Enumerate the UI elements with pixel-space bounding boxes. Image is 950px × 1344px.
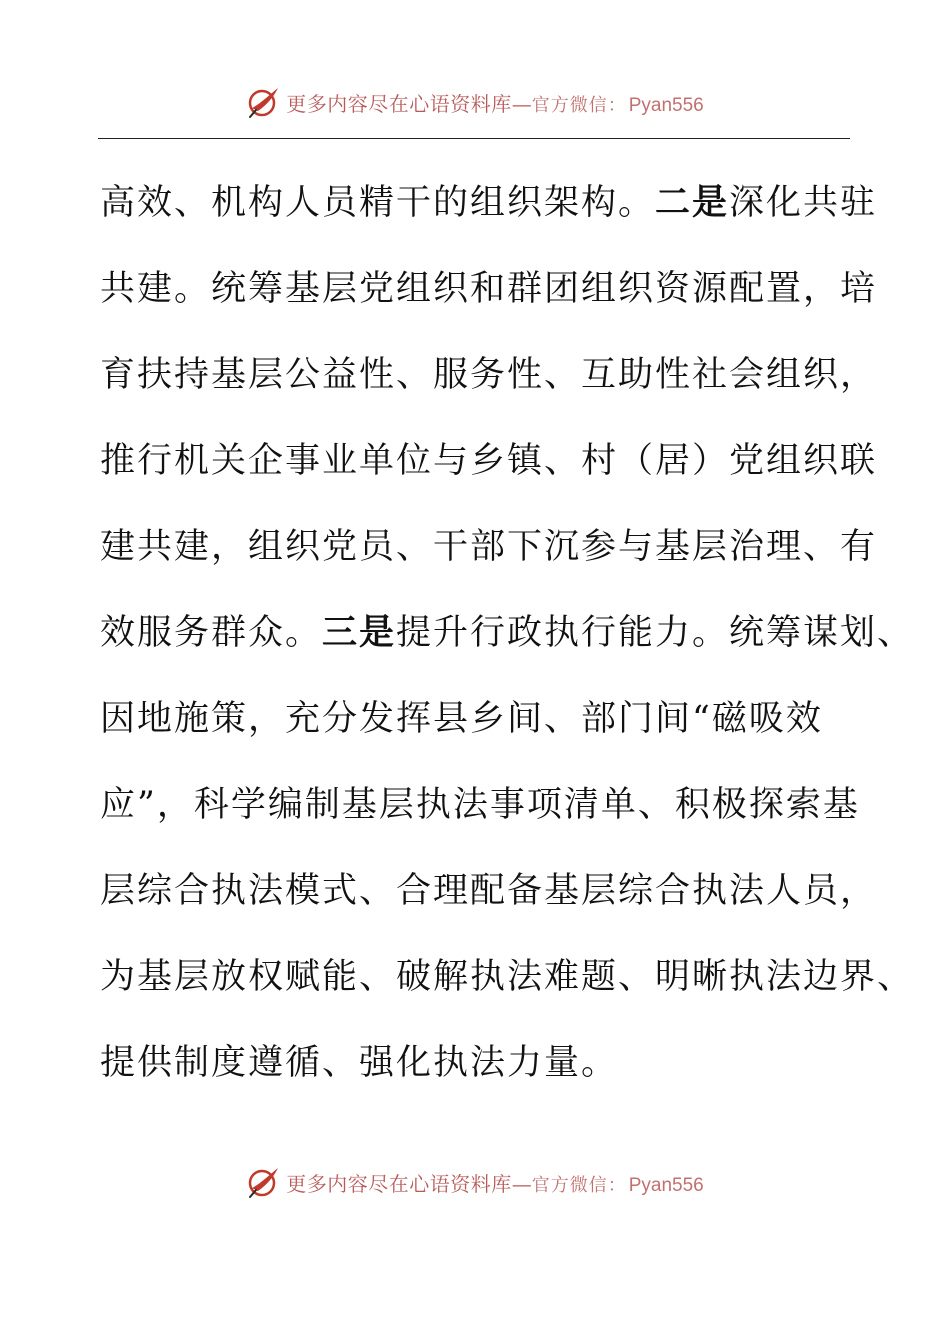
text-line-6: 效服务群众。三是提升行政执行能力。统筹谋划、 — [100, 613, 915, 653]
text-line-5: 建共建，组织党员、干部下沉参与基层治理、有 — [100, 527, 878, 567]
footer-banner-wechat-id: Pyan556 — [628, 1174, 704, 1196]
text-line-2: 共建。统筹基层党组织和群团组织资源配置，培 — [100, 269, 878, 309]
footer-banner-title: 更多内容尽在心语资料库 — [286, 1171, 512, 1196]
text-line-10: 为基层放权赋能、破解执法难题、明晰执法边界、 — [100, 957, 915, 997]
header-banner-wechat-id: Pyan556 — [628, 94, 704, 116]
header-banner-wechat-label: 官方微信： — [531, 94, 627, 116]
header-banner — [0, 82, 950, 122]
text-line-3: 育扶持基层公益性、服务性、互助性社会组织， — [100, 355, 878, 395]
header-banner-title: 更多内容尽在心语资料库 — [286, 91, 512, 116]
text-line-9: 层综合执法模式、合理配备基层综合执法人员， — [100, 871, 878, 911]
footer-banner-wechat-label: 官方微信： — [531, 1174, 627, 1196]
text-line-11: 提供制度遵循、强化执法力量。 — [100, 1043, 619, 1083]
footer-banner-dash: — — [511, 1171, 532, 1196]
text-line-7: 因地施策，充分发挥县乡间、部门间“磁吸效 — [100, 699, 823, 739]
footer-banner — [0, 1162, 950, 1202]
header-divider — [98, 138, 850, 139]
quill-logo-icon — [246, 84, 282, 120]
text-line-4: 推行机关企事业单位与乡镇、村（居）党组织联 — [100, 441, 878, 481]
quill-logo-icon — [246, 1164, 282, 1200]
text-line-1: 高效、机构人员精干的组织架构。二是深化共驻 — [100, 183, 878, 223]
header-banner-dash: — — [511, 91, 532, 116]
text-line-8: 应”，科学编制基层执法事项清单、积极探索基 — [100, 785, 860, 825]
